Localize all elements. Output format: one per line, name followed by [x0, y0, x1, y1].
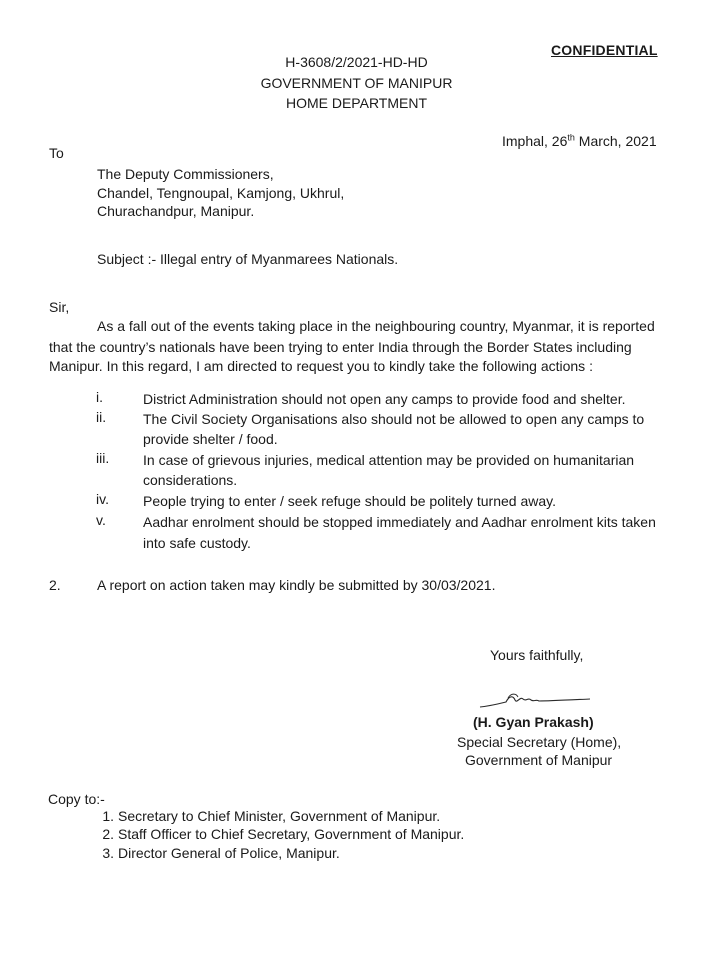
date-rest: March, 2021	[574, 133, 657, 149]
action-text-continued: provide shelter / food.	[143, 431, 278, 447]
department-heading	[0, 93, 714, 114]
action-item	[0, 409, 714, 451]
signatory-name: (H. Gyan Prakash)	[473, 714, 594, 730]
government-heading-text: GOVERNMENT OF MANIPUR	[260, 75, 453, 91]
report-deadline-text: A report on action taken may kindly be submitted by 30/03/2021.	[97, 577, 496, 593]
closing: Yours faithfully,	[490, 647, 584, 663]
signatory-designation: Special Secretary (Home),	[457, 734, 622, 750]
intro-line: that the country’s nationals have been trying to enter India through the Border States including	[49, 339, 632, 355]
signatory-office: Government of Manipur	[465, 752, 613, 768]
action-number: iv.	[96, 491, 109, 507]
government-heading	[0, 73, 714, 94]
subject-line: Subject :- Illegal entry of Myanmarees Nationals.	[97, 251, 399, 267]
copy-to-item	[0, 843, 714, 864]
to-label: To	[49, 145, 64, 161]
intro-line: As a fall out of the events taking place in the neighbouring country, Myanmar, it is reported	[97, 318, 655, 334]
action-item	[0, 450, 714, 492]
addressee-line: The Deputy Commissioners,	[97, 166, 274, 182]
salutation: Sir,	[49, 299, 70, 315]
action-text: The Civil Society Organisations also should not be allowed to open any camps to	[143, 411, 645, 427]
addressee-line: Churachandpur, Manipur.	[97, 203, 255, 219]
action-number: ii.	[96, 409, 107, 425]
copy-to-number: 3.	[102, 845, 114, 861]
date-suffix: th	[567, 132, 575, 143]
action-text: People trying to enter / seek refuge should be politely turned away.	[143, 493, 556, 509]
letter-date	[502, 131, 657, 152]
action-item	[0, 389, 714, 410]
action-number: i.	[96, 389, 103, 405]
action-item	[0, 491, 714, 512]
addressee-line: Chandel, Tengnoupal, Kamjong, Ukhrul,	[97, 185, 345, 201]
action-item	[0, 512, 714, 554]
action-text: In case of grievous injuries, medical attention may be provided on humanitarian	[143, 452, 635, 468]
copy-to-text: Staff Officer to Chief Secretary, Government of Manipur.	[118, 826, 465, 842]
paragraph-number: 2.	[49, 577, 61, 593]
action-text: District Administration should not open any camps to provide food and shelter.	[143, 391, 626, 407]
copy-to-item	[0, 824, 714, 845]
action-number: iii.	[96, 450, 110, 466]
action-number: v.	[96, 512, 106, 528]
action-text-continued: into safe custody.	[143, 535, 251, 551]
reference-number	[0, 52, 714, 73]
action-text-continued: considerations.	[143, 472, 238, 488]
copy-to-number: 1.	[102, 808, 114, 824]
department-heading-text: HOME DEPARTMENT	[285, 95, 428, 111]
reference-number-text: H-3608/2/2021-HD-HD	[285, 54, 428, 70]
copy-to-text: Secretary to Chief Minister, Government of Manipur.	[118, 808, 441, 824]
copy-to-text: Director General of Police, Manipur.	[118, 845, 340, 861]
action-text: Aadhar enrolment should be stopped immediately and Aadhar enrolment kits taken	[143, 514, 656, 530]
signature-image	[478, 690, 598, 714]
intro-line: Manipur. In this regard, I am directed to request you to kindly take the following actions :	[49, 358, 593, 374]
copy-to-label: Copy to:-	[48, 791, 105, 807]
copy-to-number: 2.	[102, 826, 114, 842]
confidential-marking: CONFIDENTIAL	[551, 42, 658, 58]
date-prefix: Imphal, 26	[502, 133, 568, 149]
